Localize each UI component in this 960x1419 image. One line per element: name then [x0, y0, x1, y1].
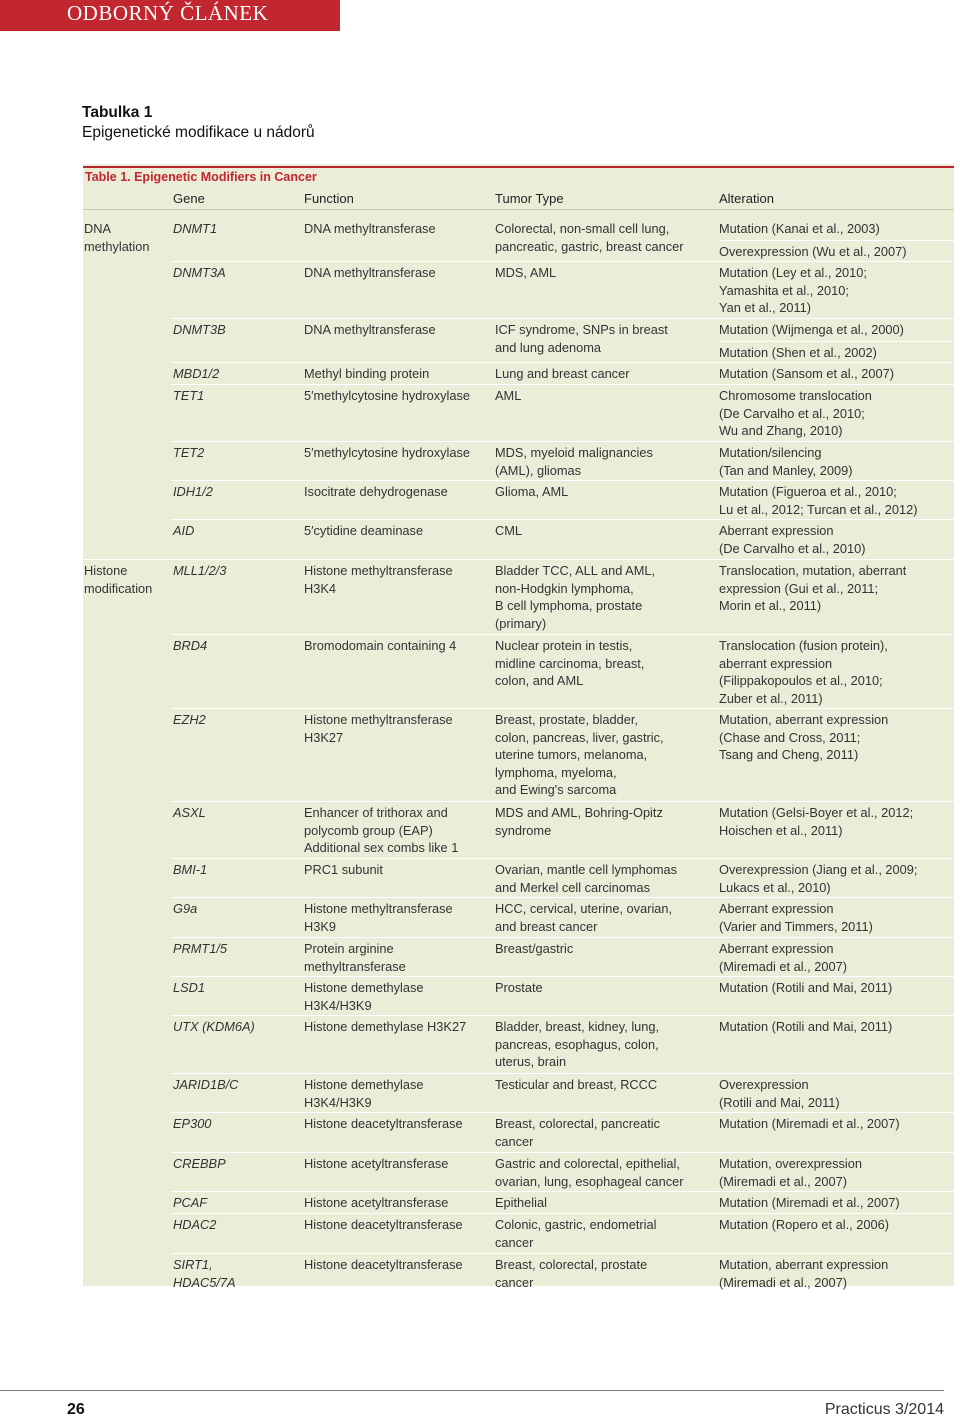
table-title: Table 1. Epigenetic Modifiers in Cancer [85, 170, 317, 184]
function-cell: 5′cytidine deaminase [304, 523, 424, 538]
alteration-cell [719, 861, 954, 896]
function-cell: Histone methyltransferase H3K9 [304, 901, 453, 934]
function-cell: Histone demethylase H3K27 [304, 1019, 467, 1034]
tumor-type-cell: AML [495, 388, 522, 403]
gene-cell: CREBBP [173, 1156, 226, 1171]
alteration-cell [719, 711, 954, 764]
tumor-type-cell: MDS, AML [495, 265, 557, 280]
function-cell: Histone deacetyltransferase [304, 1116, 463, 1131]
alteration-entry: Mutation, aberrant expression (Miremadi et al., 2007) [719, 1257, 889, 1290]
header-rule [83, 209, 954, 210]
function-cell: Methyl binding protein [304, 366, 430, 381]
function-cell: Protein arginine methyltransferase [304, 941, 406, 974]
row-divider [171, 708, 954, 709]
alteration-cell [719, 483, 954, 518]
alteration-cell [719, 804, 954, 839]
function-cell: Histone deacetyltransferase [304, 1217, 463, 1232]
row-divider [171, 634, 954, 635]
tumor-type-cell: Bladder TCC, ALL and AML, non-Hodgkin lymphoma, B cell lymphoma, prostate (primary) [495, 563, 656, 631]
row-divider [171, 441, 954, 442]
row-divider [171, 362, 954, 363]
function-cell: PRC1 subunit [304, 862, 383, 877]
tumor-type-cell: Colorectal, non-small cell lung, pancreatic, gastric, breast cancer [495, 221, 684, 254]
gene-cell: MBD1/2 [173, 366, 220, 381]
alteration-cell [719, 1076, 954, 1111]
tumor-type-cell: Epithelial [495, 1195, 547, 1210]
row-divider [171, 261, 954, 262]
alteration-cell [719, 1194, 954, 1212]
alteration-entry: Mutation (Miremadi et al., 2007) [719, 1195, 900, 1210]
tumor-type-cell: Breast, colorectal, pancreatic cancer [495, 1116, 661, 1149]
alteration-cell [719, 1155, 954, 1190]
tumor-type-cell: Glioma, AML [495, 484, 569, 499]
row-divider [171, 976, 954, 977]
gene-cell: UTX (KDM6A) [173, 1019, 255, 1034]
alteration-entry: Aberrant expression (De Carvalho et al., 2010) [719, 523, 866, 556]
tumor-type-cell: MDS and AML, Bohring-Opitz syndrome [495, 805, 663, 838]
alteration-entry: Mutation (Wijmenga et al., 2000) [719, 322, 904, 337]
row-divider [171, 1073, 954, 1074]
gene-cell: PRMT1/5 [173, 941, 228, 956]
gene-cell: BMI-1 [173, 862, 208, 877]
group-label: DNA methylation [84, 221, 150, 254]
gene-cell: TET2 [173, 445, 205, 460]
alteration-cell [719, 1256, 954, 1291]
alteration-cell [719, 940, 954, 975]
function-cell: Histone methyltransferase H3K4 [304, 563, 453, 596]
row-divider [83, 559, 954, 560]
function-cell: Histone acetyltransferase [304, 1156, 449, 1171]
gene-cell: JARID1B/C [173, 1077, 239, 1092]
alteration-entry: Mutation (Figueroa et al., 2010; Lu et al., 2012; Turcan et al., 2012) [719, 484, 918, 517]
alteration-entry: Mutation (Sansom et al., 2007) [719, 366, 894, 381]
alteration-entry: Aberrant expression (Miremadi et al., 2007) [719, 941, 848, 974]
alteration-entry: Mutation (Gelsi-Boyer et al., 2012; Hoischen et al., 2011) [719, 805, 914, 838]
alteration-cell [719, 1018, 954, 1036]
alteration-cell [719, 444, 954, 479]
tumor-type-cell: HCC, cervical, uterine, ovarian, and breast cancer [495, 901, 673, 934]
alteration-entry: Mutation (Shen et al., 2002) [719, 341, 954, 362]
tumor-type-cell: Breast/gastric [495, 941, 574, 956]
alteration-cell [719, 220, 954, 260]
section-header-bar [0, 0, 340, 31]
alteration-entry: Mutation, overexpression (Miremadi et al., 2007) [719, 1156, 862, 1189]
alteration-cell [719, 1115, 954, 1133]
row-divider [171, 1191, 954, 1192]
gene-cell: EP300 [173, 1116, 212, 1131]
row-divider [171, 1213, 954, 1214]
row-divider [171, 1152, 954, 1153]
column-header-function: Function [304, 191, 354, 206]
function-cell: 5′methylcytosine hydroxylase [304, 445, 470, 460]
alteration-entry: Mutation (Rotili and Mai, 2011) [719, 980, 893, 995]
tumor-type-cell: Ovarian, mantle cell lymphomas and Merkel cell carcinomas [495, 862, 678, 895]
function-cell: DNA methyltransferase [304, 265, 436, 280]
alteration-cell [719, 321, 954, 361]
gene-cell: DNMT3A [173, 265, 226, 280]
table-image-panel [83, 164, 954, 1290]
alteration-entry: Mutation, aberrant expression (Chase and Cross, 2011; Tsang and Cheng, 2011) [719, 712, 889, 763]
row-divider [171, 897, 954, 898]
gene-cell: TET1 [173, 388, 205, 403]
tumor-type-cell: Breast, colorectal, prostate cancer [495, 1257, 648, 1290]
tumor-type-cell: Lung and breast cancer [495, 366, 630, 381]
alteration-entry: Mutation/silencing (Tan and Manley, 2009) [719, 445, 853, 478]
tumor-type-cell: Bladder, breast, kidney, lung, pancreas, esophagus, colon, uterus, brain [495, 1019, 660, 1070]
page-number: 26 [67, 1401, 85, 1418]
row-divider [171, 1253, 954, 1254]
alteration-entry: Mutation (Kanai et al., 2003) [719, 221, 880, 236]
tumor-type-cell: Nuclear protein in testis, midline carcinoma, breast, colon, and AML [495, 638, 645, 689]
gene-cell: MLL1/2/3 [173, 563, 227, 578]
footer-rule [0, 1390, 944, 1391]
row-divider [171, 480, 954, 481]
table-caption-title: Tabulka 1 [82, 104, 153, 121]
row-divider [171, 384, 954, 385]
function-cell: Histone methyltransferase H3K27 [304, 712, 453, 745]
table-top-rule [83, 166, 954, 168]
alteration-entry: Mutation (Miremadi et al., 2007) [719, 1116, 900, 1131]
table-caption-subtitle: Epigenetické modifikace u nádorů [82, 124, 315, 141]
gene-cell: SIRT1, HDAC5/7A [173, 1257, 236, 1290]
row-divider [171, 858, 954, 859]
tumor-type-cell: ICF syndrome, SNPs in breast and lung adenoma [495, 322, 668, 355]
alteration-entry: Overexpression (Wu et al., 2007) [719, 240, 954, 261]
alteration-cell [719, 387, 954, 440]
function-cell: DNA methyltransferase [304, 322, 436, 337]
gene-cell: LSD1 [173, 980, 206, 995]
alteration-cell [719, 637, 954, 707]
row-divider [171, 937, 954, 938]
alteration-entry: Mutation (Ropero et al., 2006) [719, 1217, 890, 1232]
column-header-gene: Gene [173, 191, 205, 206]
row-divider [171, 1112, 954, 1113]
alteration-entry: Mutation (Ley et al., 2010; Yamashita et al., 2010; Yan et al., 2011) [719, 265, 867, 316]
group-label: Histone modification [84, 563, 153, 596]
row-divider [171, 318, 954, 319]
publication-name: Practicus 3/2014 [824, 1401, 944, 1418]
tumor-type-cell: Breast, prostate, bladder, colon, pancreas, liver, gastric, uterine tumors, melanoma, lymphoma, myeloma, and Ewing's sarcoma [495, 712, 664, 798]
tumor-type-cell: Gastric and colorectal, epithelial, ovarian, lung, esophageal cancer [495, 1156, 684, 1189]
alteration-entry: Translocation (fusion protein), aberrant expression (Filippakopoulos et al., 2010; Zuber et al., 2011) [719, 638, 888, 706]
tumor-type-cell: MDS, myeloid malignancies (AML), gliomas [495, 445, 653, 478]
alteration-cell [719, 900, 954, 935]
alteration-cell [719, 264, 954, 317]
function-cell: Histone acetyltransferase [304, 1195, 449, 1210]
row-divider [171, 1015, 954, 1016]
section-label: ODBORNÝ ČLÁNEK [67, 1, 269, 25]
alteration-entry: Translocation, mutation, aberrant expression (Gui et al., 2011; Morin et al., 2011) [719, 563, 907, 614]
gene-cell: DNMT3B [173, 322, 226, 337]
gene-cell: BRD4 [173, 638, 208, 653]
gene-cell: IDH1/2 [173, 484, 213, 499]
tumor-type-cell: Prostate [495, 980, 543, 995]
gene-cell: HDAC2 [173, 1217, 217, 1232]
function-cell: Histone demethylase H3K4/H3K9 [304, 1077, 424, 1110]
tumor-type-cell: Colonic, gastric, endometrial cancer [495, 1217, 657, 1250]
alteration-cell [719, 562, 954, 615]
gene-cell: PCAF [173, 1195, 208, 1210]
alteration-cell [719, 1216, 954, 1234]
alteration-entry: Overexpression (Rotili and Mai, 2011) [719, 1077, 840, 1110]
function-cell: Histone demethylase H3K4/H3K9 [304, 980, 424, 1013]
tumor-type-cell: Testicular and breast, RCCC [495, 1077, 658, 1092]
function-cell: Enhancer of trithorax and polycomb group (EAP) Additional sex combs like 1 [304, 805, 459, 856]
gene-cell: EZH2 [173, 712, 206, 727]
function-cell: Isocitrate dehydrogenase [304, 484, 448, 499]
gene-cell: G9a [173, 901, 198, 916]
gene-cell: AID [173, 523, 195, 538]
alteration-entry: Aberrant expression (Varier and Timmers, 2011) [719, 901, 873, 934]
column-header-tumor-type: Tumor Type [495, 191, 564, 206]
tumor-type-cell: CML [495, 523, 523, 538]
alteration-entry: Overexpression (Jiang et al., 2009; Lukacs et al., 2010) [719, 862, 918, 895]
function-cell: Bromodomain containing 4 [304, 638, 457, 653]
alteration-cell [719, 365, 954, 383]
function-cell: DNA methyltransferase [304, 221, 436, 236]
column-header-alteration: Alteration [719, 191, 774, 206]
alteration-cell [719, 522, 954, 557]
gene-cell: ASXL [173, 805, 206, 820]
function-cell: 5′methylcytosine hydroxylase [304, 388, 470, 403]
alteration-cell [719, 979, 954, 997]
row-divider [171, 801, 954, 802]
row-divider [171, 519, 954, 520]
gene-cell: DNMT1 [173, 221, 218, 236]
alteration-entry: Mutation (Rotili and Mai, 2011) [719, 1019, 893, 1034]
function-cell: Histone deacetyltransferase [304, 1257, 463, 1272]
alteration-entry: Chromosome translocation (De Carvalho et al., 2010; Wu and Zhang, 2010) [719, 388, 872, 439]
